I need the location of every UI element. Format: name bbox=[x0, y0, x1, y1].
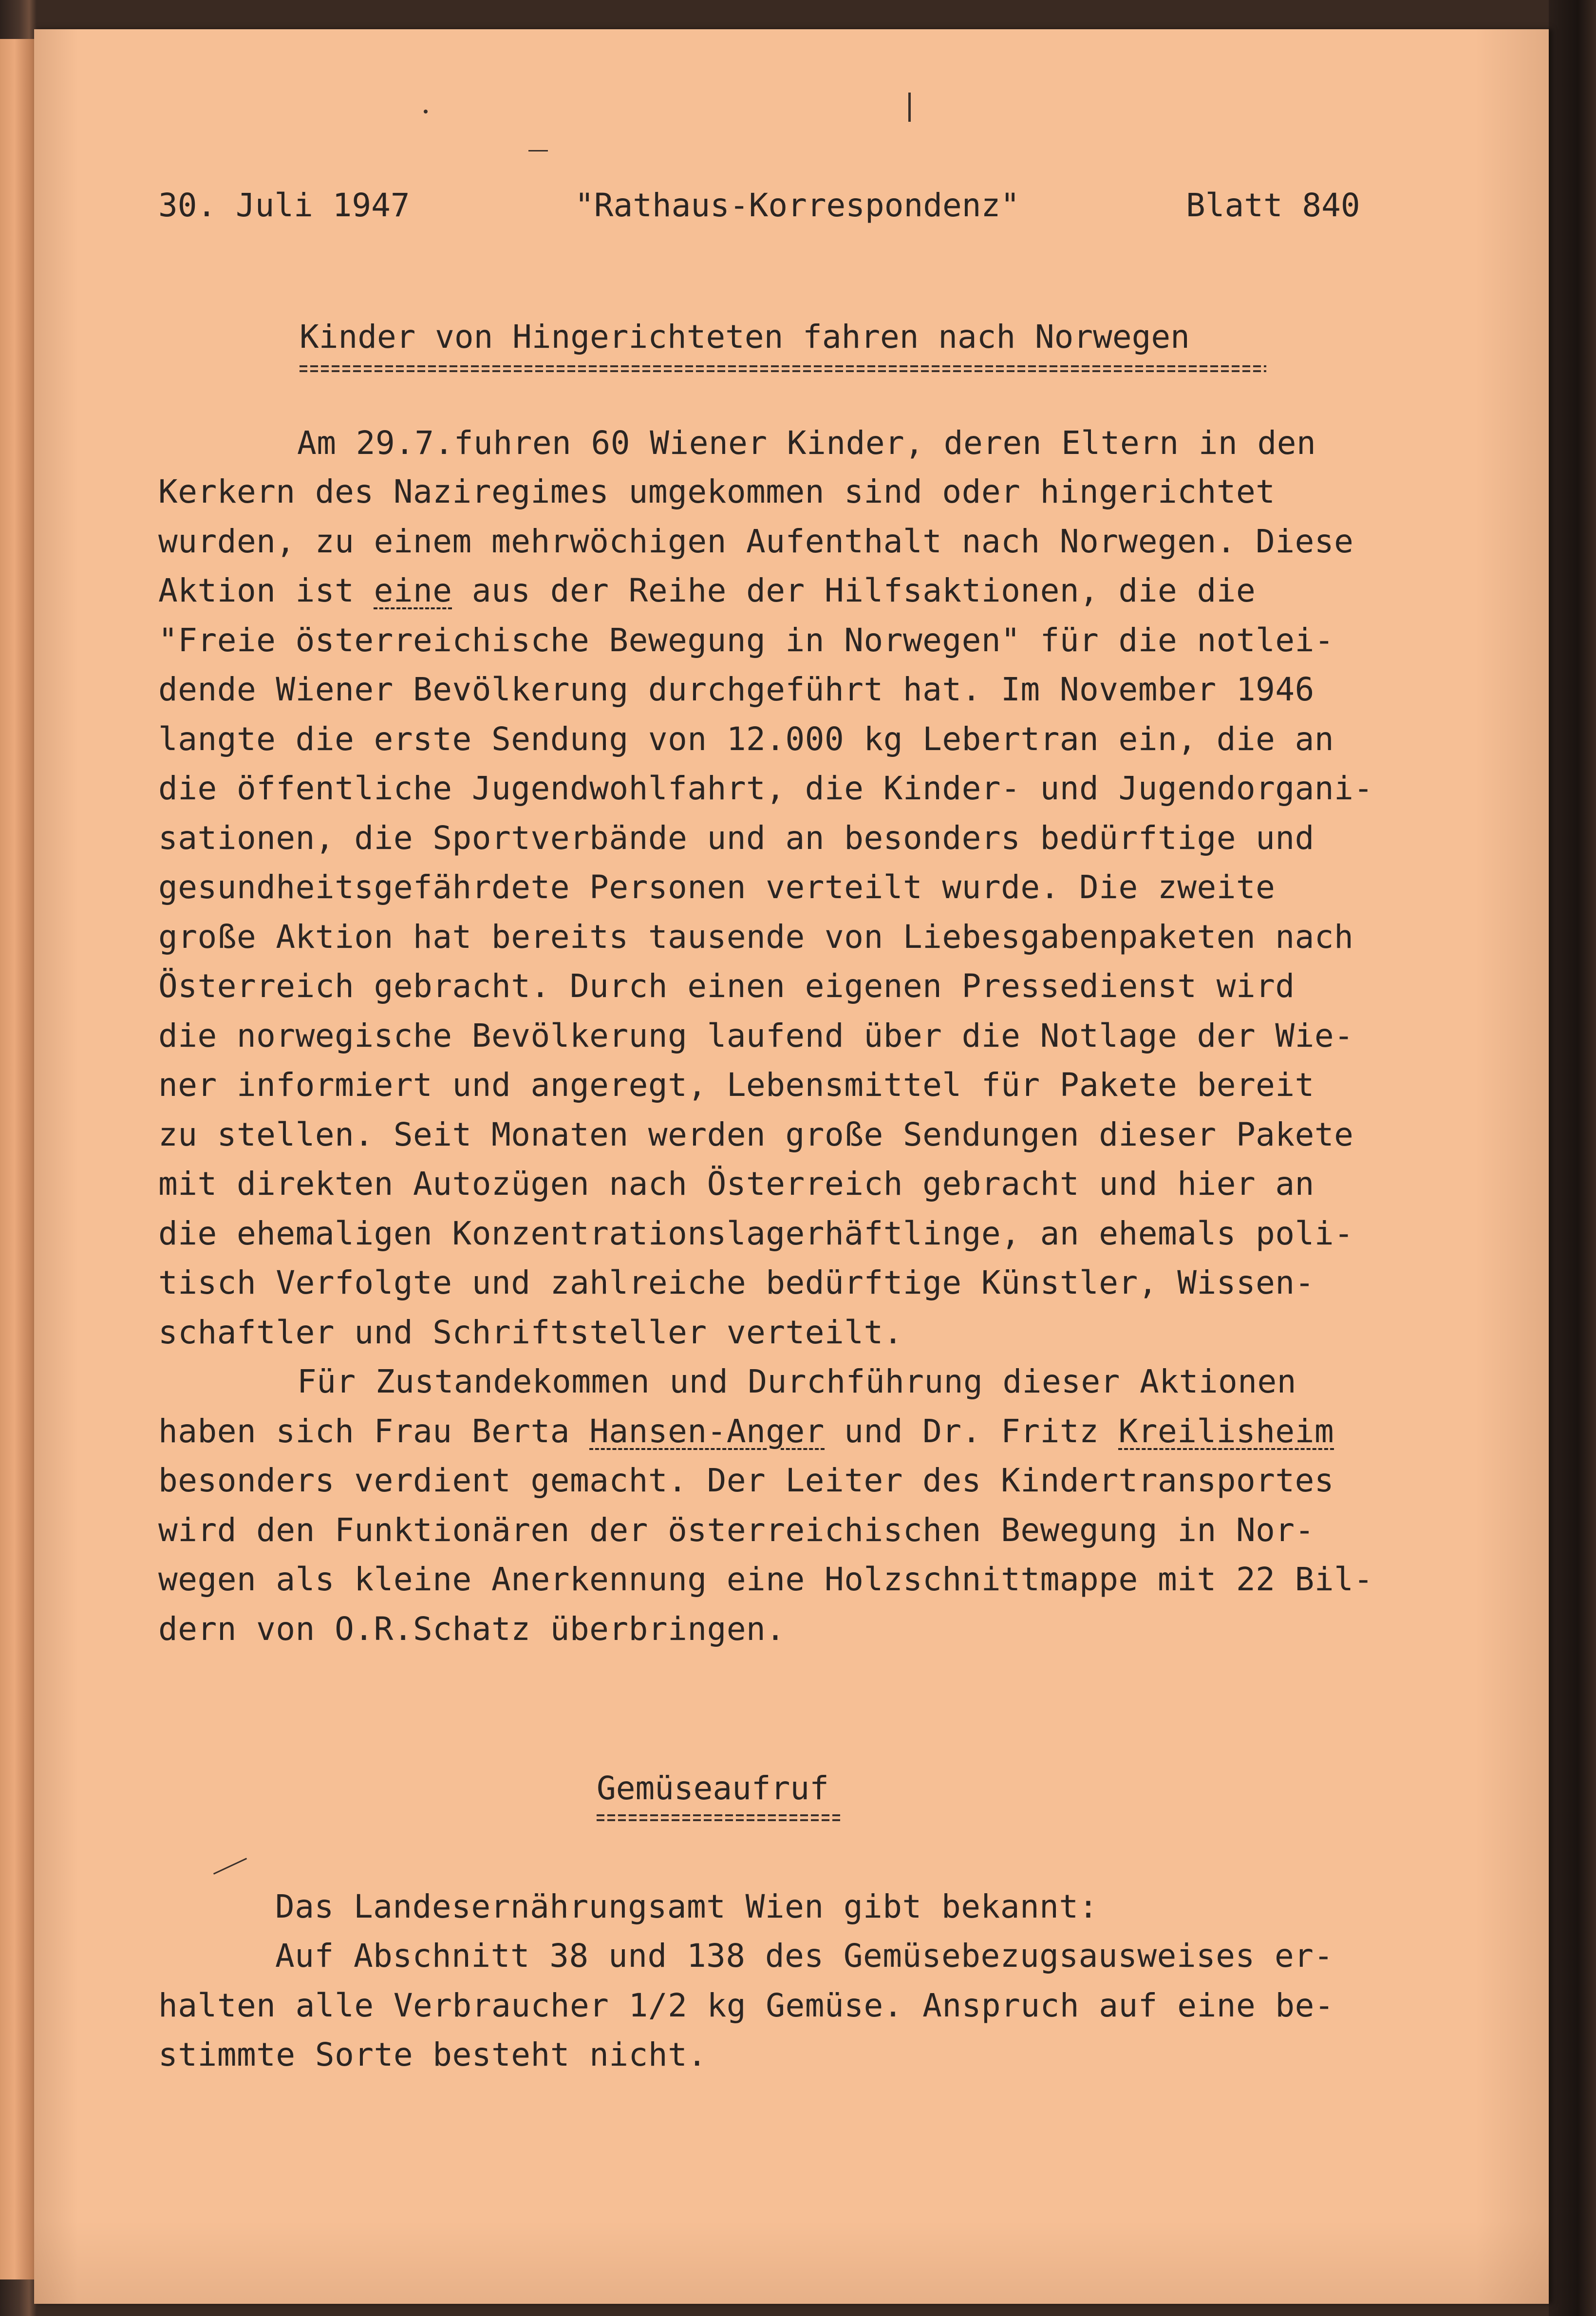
text-line: halten alle Verbraucher 1/2 kg Gemüse. Anspruch auf eine be- bbox=[158, 1987, 1334, 2024]
text-line: zu stellen. Seit Monaten werden große Sendungen dieser Pakete bbox=[158, 1116, 1354, 1153]
text-line: tisch Verfolgte und zahlreiche bedürftige Künstler, Wissen- bbox=[158, 1264, 1314, 1301]
text-segment: Aktion ist bbox=[158, 572, 374, 609]
text-line: wurden, zu einem mehrwöchigen Aufenthalt nach Norwegen. Diese bbox=[158, 523, 1354, 560]
text-line: große Aktion hat bereits tausende von Liebesgabenpaketen nach bbox=[158, 918, 1354, 956]
title-double-underline bbox=[597, 1814, 840, 1821]
text-line: Auf Abschnitt 38 und 138 des Gemüsebezugsausweises er- bbox=[275, 1937, 1333, 1975]
text-segment: aus der Reihe der Hilfsaktionen, die die bbox=[452, 572, 1256, 609]
text-segment: haben sich Frau Berta bbox=[158, 1412, 590, 1450]
article1-title: Kinder von Hingerichteten fahren nach Norwegen bbox=[300, 318, 1190, 356]
text-line: Das Landesernährungsamt Wien gibt bekannt: bbox=[275, 1888, 1098, 1925]
text-segment: und Dr. Fritz bbox=[825, 1412, 1119, 1450]
text-line: ner informiert und angeregt, Lebensmittel für Pakete bereit bbox=[158, 1066, 1314, 1104]
text-line: die ehemaligen Konzentrationslagerhäftlinge, an ehemals poli- bbox=[158, 1215, 1354, 1252]
stray-mark bbox=[908, 93, 911, 122]
text-line: die öffentliche Jugendwohlfahrt, die Kinder- und Jugendorgani- bbox=[158, 770, 1373, 807]
text-line: die norwegische Bevölkerung laufend über die Notlage der Wie- bbox=[158, 1017, 1354, 1054]
text-line bbox=[158, 1412, 1334, 1451]
stray-mark bbox=[213, 1858, 247, 1874]
text-line: dende Wiener Bevölkerung durchgeführt hat. Im November 1946 bbox=[158, 671, 1314, 708]
text-line: gesundheitsgefährdete Personen verteilt wurde. Die zweite bbox=[158, 868, 1276, 906]
text-line: wird den Funktionären der österreichischen Bewegung in Nor- bbox=[158, 1511, 1314, 1549]
text-line: Kerkern des Naziregimes umgekommen sind oder hingerichtet bbox=[158, 473, 1276, 510]
stray-mark bbox=[528, 150, 548, 151]
article2-title: Gemüseaufruf bbox=[597, 1770, 829, 1807]
document-body bbox=[34, 29, 1549, 2304]
text-line: dern von O.R.Schatz überbringen. bbox=[158, 1610, 786, 1648]
stray-mark bbox=[424, 110, 428, 113]
header-date: 30. Juli 1947 bbox=[158, 187, 410, 224]
person-name-kreilisheim: Kreilisheim bbox=[1118, 1412, 1334, 1450]
header-sheet: Blatt 840 bbox=[1186, 187, 1360, 224]
header-publication: "Rathaus-Korrespondenz" bbox=[575, 187, 1020, 224]
text-line: sationen, die Sportverbände und an besonders bedürftige und bbox=[158, 819, 1314, 857]
text-line: stimmte Sorte besteht nicht. bbox=[158, 2036, 707, 2073]
right-binding-strip bbox=[1549, 0, 1596, 2316]
person-name-hansen-anger: Hansen-Anger bbox=[589, 1412, 825, 1450]
text-line: besonders verdient gemacht. Der Leiter des Kindertransportes bbox=[158, 1462, 1334, 1499]
text-line: langte die erste Sendung von 12.000 kg Lebertran ein, die an bbox=[158, 720, 1334, 758]
text-line: "Freie österreichische Bewegung in Norwegen" für die notlei- bbox=[158, 621, 1334, 659]
text-line: Österreich gebracht. Durch einen eigenen Pressedienst wird bbox=[158, 967, 1295, 1005]
text-line: mit direkten Autozügen nach Österreich gebracht und hier an bbox=[158, 1165, 1314, 1203]
emphasized-word: eine bbox=[374, 572, 452, 609]
document-page bbox=[34, 29, 1549, 2304]
left-page-edge bbox=[0, 39, 35, 2279]
title-double-underline bbox=[300, 365, 1266, 372]
text-line bbox=[158, 571, 1256, 610]
text-line: Für Zustandekommen und Durchführung dieser Aktionen bbox=[297, 1363, 1297, 1400]
text-line: wegen als kleine Anerkennung eine Holzschnittmappe mit 22 Bil- bbox=[158, 1561, 1373, 1598]
text-line: schaftler und Schriftsteller verteilt. bbox=[158, 1314, 903, 1351]
text-line: Am 29.7.fuhren 60 Wiener Kinder, deren Eltern in den bbox=[297, 424, 1316, 462]
